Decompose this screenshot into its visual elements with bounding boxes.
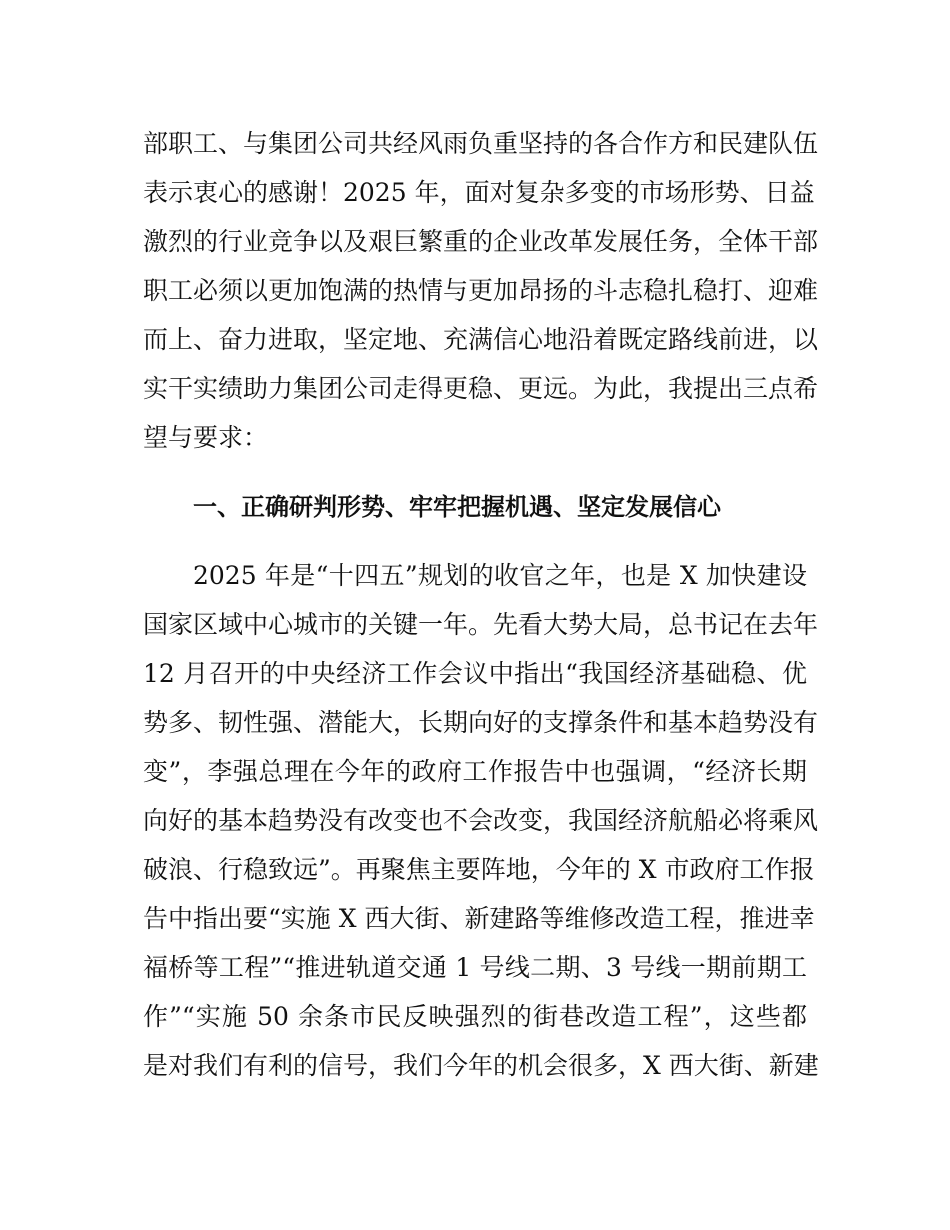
paragraph-1-line-4: 职工必须以更加饱满的热情与更加昂扬的斗志稳扎稳打、迎难 (143, 276, 819, 305)
paragraph-2-line-9: 福桥等工程”“推进轨道交通 1 号线二期、3 号线一期前期工 (143, 953, 807, 982)
paragraph-1-line-1: 部职工、与集团公司共经风雨负重坚持的各合作方和民建队伍 (143, 129, 819, 158)
paragraph-2-line-3: 12 月召开的中央经济工作会议中指出“我国经济基础稳、优 (143, 659, 807, 688)
paragraph-2-line-1: 2025 年是“十四五”规划的收官之年，也是 X 加快建设 (193, 561, 807, 590)
paragraph-2-line-11: 是对我们有利的信号，我们今年的机会很多，X 西大街、新建 (143, 1051, 819, 1080)
paragraph-2-line-6: 向好的基本趋势没有改变也不会改变，我国经济航船必将乘风 (143, 806, 819, 835)
paragraph-2-line-10: 作”“实施 50 余条市民反映强烈的街巷改造工程”，这些都 (143, 1002, 807, 1031)
paragraph-2-line-4: 势多、韧性强、潜能大，长期向好的支撑条件和基本趋势没有 (143, 708, 819, 737)
paragraph-1-line-2: 表示衷心的感谢！2025 年，面对复杂多变的市场形势、日益 (143, 178, 815, 207)
paragraph-1-line-3: 激烈的行业竞争以及艰巨繁重的企业改革发展任务，全体干部 (143, 227, 819, 256)
paragraph-1-line-7: 望与要求： (143, 423, 269, 452)
paragraph-1-line-5: 而上、奋力进取，坚定地、充满信心地沿着既定路线前进，以 (143, 325, 819, 354)
paragraph-2-line-5: 变”，李强总理在今年的政府工作报告中也强调，“经济长期 (143, 757, 807, 786)
paragraph-2-line-2: 国家区域中心城市的关键一年。先看大势大局，总书记在去年 (143, 610, 819, 639)
paragraph-1-line-6: 实干实绩助力集团公司走得更稳、更远。为此，我提出三点希 (143, 374, 819, 403)
paragraph-2-line-7: 破浪、行稳致远”。再聚焦主要阵地，今年的 X 市政府工作报 (143, 855, 815, 884)
section-heading-1: 一、正确研判形势、牢牢把握机遇、坚定发展信心 (193, 493, 721, 521)
paragraph-2-line-8: 告中指出要“实施 X 西大街、新建路等维修改造工程，推进幸 (143, 904, 815, 933)
